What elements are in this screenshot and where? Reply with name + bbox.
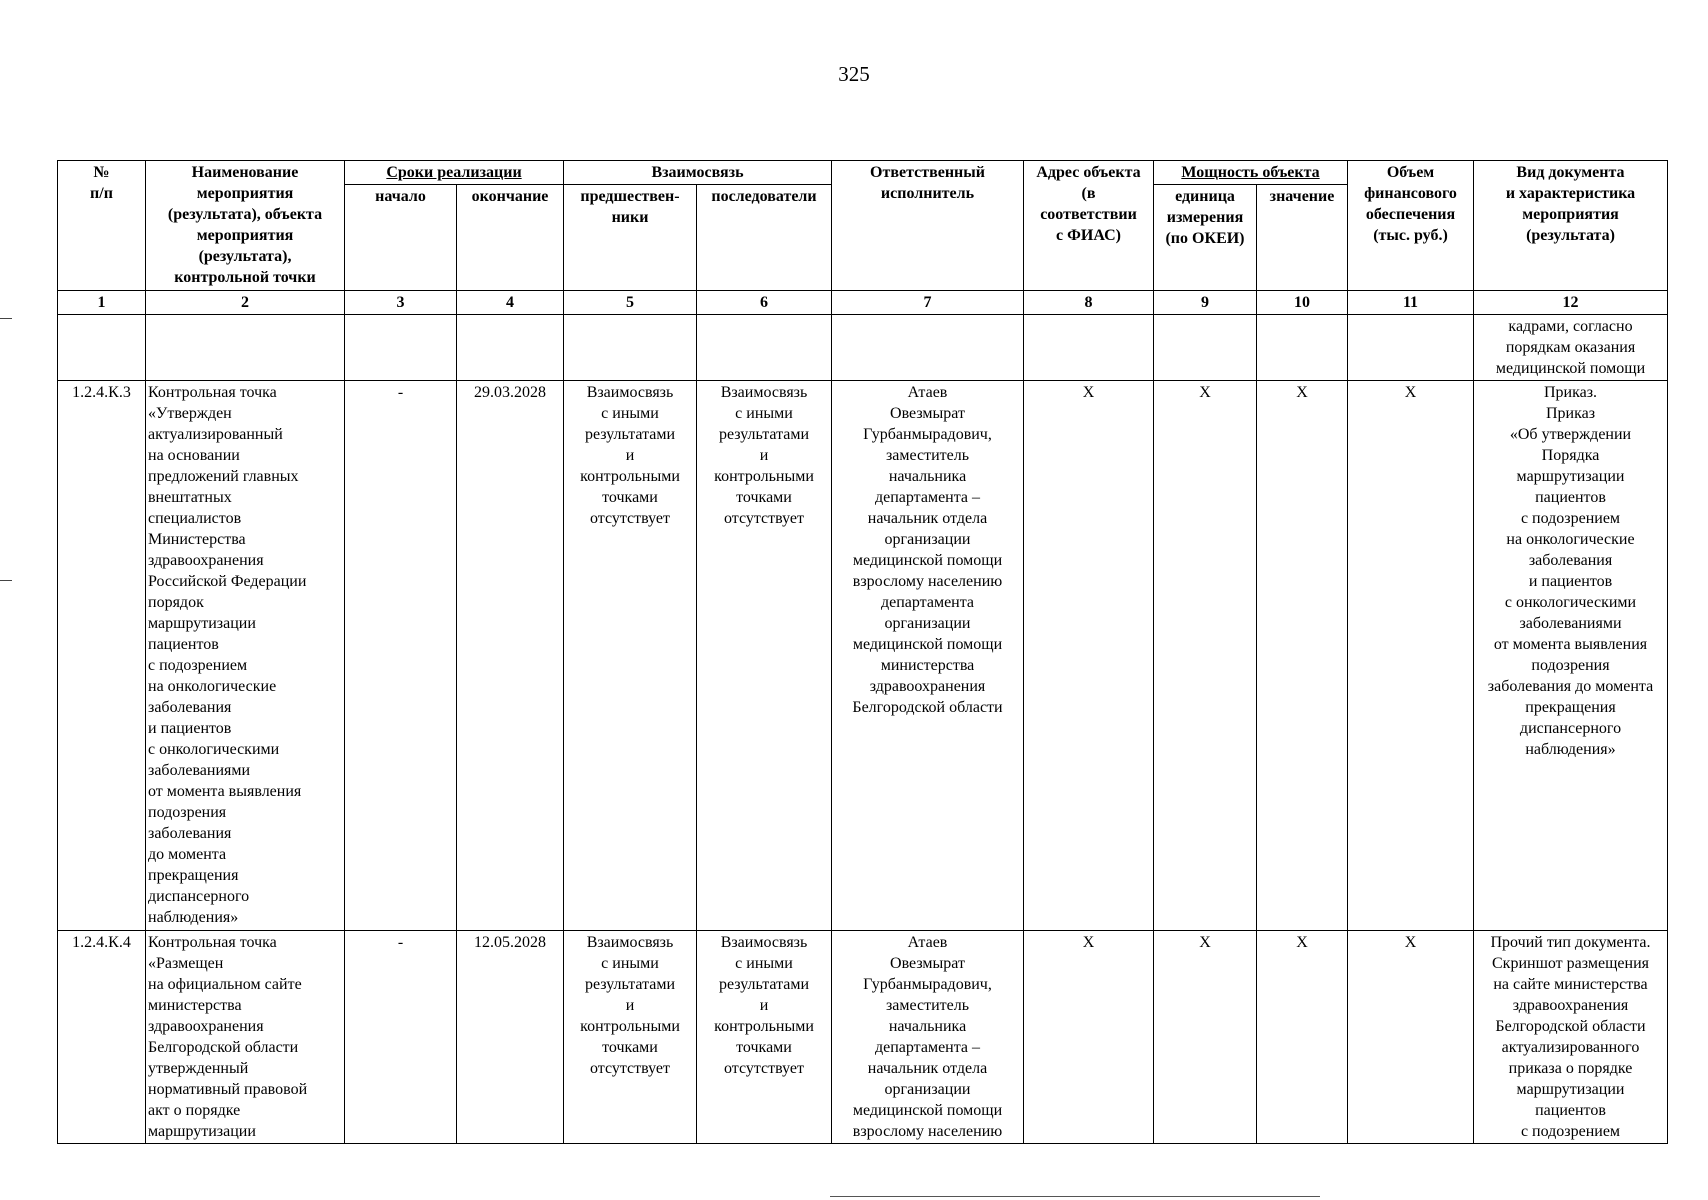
predecessors: Взаимосвязь с иными результатами и контрольными точками отсутствует <box>564 381 697 931</box>
finance-volume: X <box>1348 381 1474 931</box>
capacity-value: X <box>1257 931 1348 1144</box>
successors: Взаимосвязь с иными результатами и контрольными точками отсутствует <box>697 381 832 931</box>
column-number: 1 <box>58 291 146 315</box>
empty-cell <box>832 315 1024 381</box>
capacity-value: X <box>1257 381 1348 931</box>
empty-cell <box>564 315 697 381</box>
header-no: № п/п <box>58 161 146 291</box>
continuation-row <box>58 315 1668 381</box>
page-number: 325 <box>838 62 870 86</box>
table-row <box>58 381 1668 931</box>
activity-name: Контрольная точка «Утвержден актуализированный на основании предложений главных внештатных специалистов Министерства здравоохранения Российской Федерации порядок маршрутизации пациентов с подозрением на онкологические заболевания и пациентов с онкологическими заболеваниями от момента выявления подозрения заболевания до момента прекращения диспансерного наблюдения» <box>146 381 345 931</box>
start-date: - <box>345 381 457 931</box>
activities-table <box>57 160 1668 1144</box>
header-name: Наименование мероприятия (результата), объекта мероприятия (результата), контрольной точки <box>146 161 345 291</box>
header-value: значение <box>1257 185 1348 291</box>
header-predecessors: предшествен- ники <box>564 185 697 291</box>
header-terms-label: Сроки реализации <box>386 164 522 181</box>
row-number: 1.2.4.К.3 <box>58 381 146 931</box>
scan-margin-mark <box>0 318 12 319</box>
capacity-unit: X <box>1154 381 1257 931</box>
header-relation: Взаимосвязь <box>564 161 832 185</box>
doc-description: Приказ. Приказ «Об утверждении Порядка маршрутизации пациентов с подозрением на онкологические заболевания и пациентов с онкологическими заболеваниями от момента выявления подозрения заболевания до момента прекращения диспансерного наблюдения» <box>1474 381 1668 931</box>
empty-cell <box>58 315 146 381</box>
column-number: 12 <box>1474 291 1668 315</box>
header-successors: последователи <box>697 185 832 291</box>
start-date: - <box>345 931 457 1144</box>
header-capacity-label: Мощность объекта <box>1181 164 1320 181</box>
predecessors: Взаимосвязь с иными результатами и контрольными точками отсутствует <box>564 931 697 1144</box>
end-date: 29.03.2028 <box>457 381 564 931</box>
column-number: 11 <box>1348 291 1474 315</box>
object-address: X <box>1024 381 1154 931</box>
doc-description: Прочий тип документа. Скриншот размещения на сайте министерства здравоохранения Белгородской области актуализированного приказа о порядке маршрутизации пациентов с подозрением <box>1474 931 1668 1144</box>
column-number: 7 <box>832 291 1024 315</box>
scan-margin-mark <box>0 580 12 581</box>
object-address: X <box>1024 931 1154 1144</box>
doc-description: кадрами, согласно порядкам оказания медицинской помощи <box>1474 315 1668 381</box>
column-number-row <box>58 291 1668 315</box>
header-finance: Объем финансового обеспечения (тыс. руб.) <box>1348 161 1474 291</box>
activity-name: Контрольная точка «Размещен на официальном сайте министерства здравоохранения Белгородской области утвержденный нормативный правовой акт о порядке маршрутизации <box>146 931 345 1144</box>
successors: Взаимосвязь с иными результатами и контрольными точками отсутствует <box>697 931 832 1144</box>
responsible-person: Атаев Овезмырат Гурбанмырадович, заместитель начальника департамента – начальник отдела организации медицинской помощи взрослому населению департамента организации медицинской помощи министерства здравоохранения Белгородской области <box>832 381 1024 931</box>
column-number: 2 <box>146 291 345 315</box>
row-number: 1.2.4.К.4 <box>58 931 146 1144</box>
column-number: 5 <box>564 291 697 315</box>
finance-volume: X <box>1348 931 1474 1144</box>
header-capacity <box>1154 161 1348 185</box>
header-end: окончание <box>457 185 564 291</box>
header-unit: единица измерения (по ОКЕИ) <box>1154 185 1257 291</box>
end-date: 12.05.2028 <box>457 931 564 1144</box>
empty-cell <box>345 315 457 381</box>
column-number: 6 <box>697 291 832 315</box>
column-number: 10 <box>1257 291 1348 315</box>
column-number: 9 <box>1154 291 1257 315</box>
empty-cell <box>1257 315 1348 381</box>
empty-cell <box>1348 315 1474 381</box>
scan-artifact-line <box>830 1196 1320 1197</box>
header-doc-type: Вид документа и характеристика мероприятия (результата) <box>1474 161 1668 291</box>
header-start: начало <box>345 185 457 291</box>
empty-cell <box>146 315 345 381</box>
column-number: 8 <box>1024 291 1154 315</box>
empty-cell <box>457 315 564 381</box>
empty-cell <box>697 315 832 381</box>
responsible-person: Атаев Овезмырат Гурбанмырадович, заместитель начальника департамента – начальник отдела организации медицинской помощи взрослому населению <box>832 931 1024 1144</box>
header-terms <box>345 161 564 185</box>
table-row <box>58 931 1668 1144</box>
header-address: Адрес объекта (в соответствии с ФИАС) <box>1024 161 1154 291</box>
header-responsible: Ответственный исполнитель <box>832 161 1024 291</box>
empty-cell <box>1154 315 1257 381</box>
column-number: 3 <box>345 291 457 315</box>
empty-cell <box>1024 315 1154 381</box>
capacity-unit: X <box>1154 931 1257 1144</box>
column-number: 4 <box>457 291 564 315</box>
